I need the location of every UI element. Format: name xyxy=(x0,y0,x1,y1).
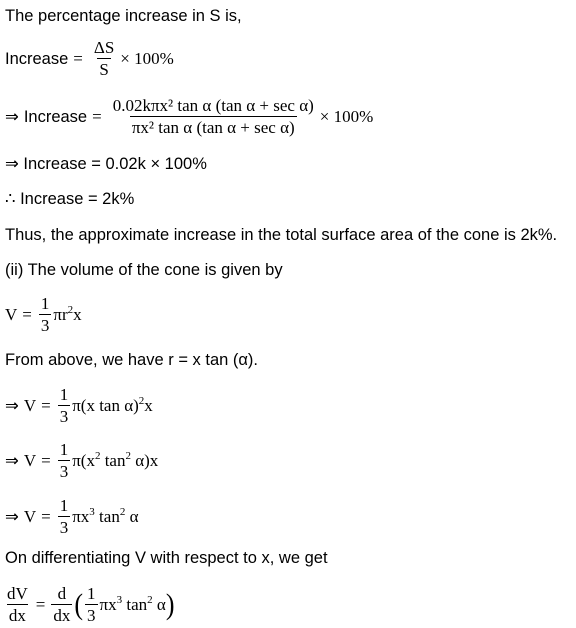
increase-label: Increase xyxy=(23,107,88,126)
numerator: 0.02kπx² tan α (tan α + sec α) xyxy=(112,96,314,115)
equals-sign: = xyxy=(41,450,51,470)
denominator: 3 xyxy=(87,606,96,625)
numerator: 1 xyxy=(59,496,69,515)
denominator: dx xyxy=(53,606,71,625)
increase-expanded-formula xyxy=(5,96,373,137)
equals-sign: = xyxy=(73,48,83,68)
step-3-tail: $\pi x^3$ $\tan^2 \alpha$ xyxy=(72,505,139,526)
substitution-text: From above, we have r = x tan (α). xyxy=(5,351,259,369)
implies-symbol: ⇒ xyxy=(5,396,19,415)
volume-step-2 xyxy=(5,440,158,481)
volume-tail: $\pi r^2x$ xyxy=(53,303,82,324)
d-dx-operator xyxy=(51,584,72,625)
v-label: V xyxy=(5,304,18,324)
increase-label: Increase xyxy=(5,49,69,68)
right-paren: ) xyxy=(165,587,175,621)
numerator: 1 xyxy=(59,440,69,459)
implies-symbol: ⇒ xyxy=(5,107,19,126)
numerator: dV xyxy=(7,584,28,603)
one-third-fraction xyxy=(85,584,98,625)
one-third-fraction xyxy=(58,385,71,426)
derivative-formula xyxy=(5,584,175,625)
one-third-fraction xyxy=(58,496,71,537)
increase-result: ∴ Increase = 2k% xyxy=(5,190,135,208)
intro-text: The percentage increase in S is, xyxy=(5,7,242,25)
implies-symbol: ⇒ xyxy=(5,507,19,526)
one-third-fraction xyxy=(58,440,71,481)
numerator: 1 xyxy=(87,584,96,603)
increase-formula xyxy=(5,38,174,79)
volume-step-3 xyxy=(5,496,139,537)
equals-sign: = xyxy=(41,506,51,526)
step-2-tail: $\pi(x^2$ $\tan^2 \alpha)x$ xyxy=(72,449,159,470)
left-paren: ( xyxy=(74,587,84,621)
part-ii-text: (ii) The volume of the cone is given by xyxy=(5,261,283,279)
increase-simplified: ⇒ Increase = 0.02k × 100% xyxy=(5,155,207,173)
numerator: 1 xyxy=(40,294,50,313)
numerator: d xyxy=(57,584,67,603)
derivative-inner: $\pi x^3$ $\tan^2 \alpha$ xyxy=(99,593,166,614)
equals-sign: = xyxy=(92,106,102,126)
fraction xyxy=(111,96,316,137)
denominator: πx² tan α (tan α + sec α) xyxy=(131,118,295,137)
v-label: V xyxy=(23,395,37,415)
equals-sign: = xyxy=(35,594,46,614)
dv-dx-fraction xyxy=(5,584,30,625)
equals-sign: = xyxy=(22,304,32,324)
volume-formula xyxy=(5,294,82,335)
denominator: 3 xyxy=(59,518,69,537)
volume-step-1 xyxy=(5,385,153,426)
fraction xyxy=(92,38,116,79)
denominator: 3 xyxy=(59,407,69,426)
denominator: dx xyxy=(8,606,26,625)
denominator: 3 xyxy=(40,316,50,335)
multiplier: × 100% xyxy=(120,48,174,68)
numerator: 1 xyxy=(59,385,69,404)
implies-symbol: ⇒ xyxy=(5,451,19,470)
v-label: V xyxy=(23,506,37,526)
denominator: 3 xyxy=(59,462,69,481)
conclusion-text: Thus, the approximate increase in the total surface area of the cone is 2k%. xyxy=(5,226,558,244)
step-1-tail: π(x tan α)$^2$x xyxy=(72,394,153,415)
v-label: V xyxy=(23,450,37,470)
equals-sign: = xyxy=(41,395,51,415)
numerator: ΔS xyxy=(93,38,115,57)
denominator: S xyxy=(99,60,109,79)
differentiation-text: On differentiating V with respect to x, we get xyxy=(5,549,328,567)
one-third-fraction xyxy=(39,294,52,335)
multiplier: × 100% xyxy=(319,106,374,126)
